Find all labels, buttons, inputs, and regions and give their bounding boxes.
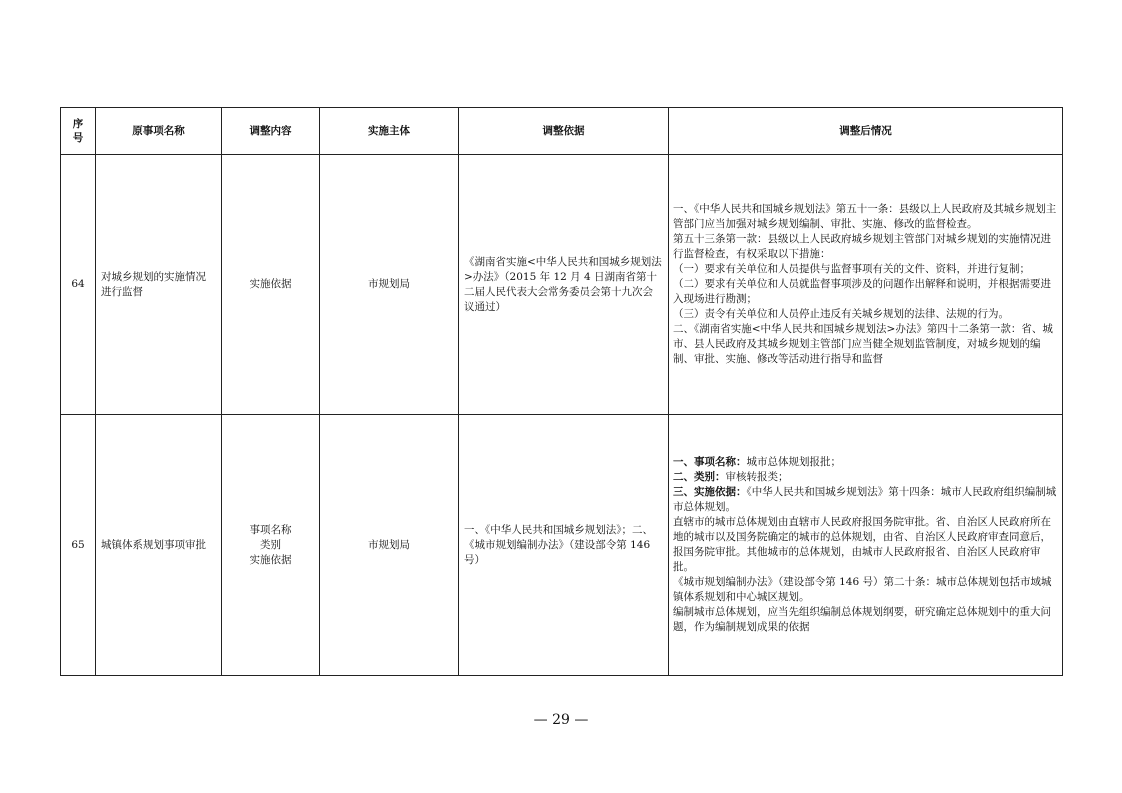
header-adjust-content: 调整内容 bbox=[222, 108, 320, 155]
adjust-content-line: 实施依据 bbox=[249, 553, 292, 566]
after-line: 一、《中华人民共和国城乡规划法》第五十一条：县级以上人民政府及其城乡规划主管部门应当加强对城乡规划编制、审批、实施、修改的监督检查。 bbox=[673, 203, 1057, 230]
after-item-label: 二、类别： bbox=[673, 471, 726, 483]
row-number: 65 bbox=[61, 415, 96, 676]
after-line: 第五十三条第一款：县级以上人民政府城乡规划主管部门对城乡规划的实施情况进行监督检查，有权采取以下措施： bbox=[673, 233, 1051, 260]
header-after: 调整后情况 bbox=[669, 108, 1063, 155]
after-item bbox=[673, 470, 1058, 485]
after-line: 《城市规划编制办法》（建设部令第 146 号）第二十条：城市总体规划包括市域城镇体系规划和中心城区规划。 bbox=[673, 576, 1052, 603]
after-line: （一）要求有关单位和人员提供与监督事项有关的文件、资料，并进行复制； bbox=[673, 263, 1030, 275]
header-row bbox=[61, 108, 1063, 155]
header-no: 序 号 bbox=[61, 108, 96, 155]
after-item-text: 审核转报类； bbox=[725, 471, 789, 483]
adjust-content-line: 事项名称 bbox=[249, 523, 292, 536]
implementer: 市规划局 bbox=[320, 415, 459, 676]
header-original-name: 原事项名称 bbox=[96, 108, 222, 155]
original-item-name: 对城乡规划的实施情况进行监督 bbox=[96, 155, 222, 415]
after-item-text: 《中华人民共和国城乡规划法》第十四条：城市人民政府组织编制城市总体规划。 bbox=[673, 486, 1057, 513]
adjust-content: 实施依据 bbox=[222, 155, 320, 415]
after-line: （二）要求有关单位和人员就监督事项涉及的问题作出解释和说明，并根据需要进入现场进行勘测； bbox=[673, 278, 1051, 305]
after-item bbox=[673, 485, 1058, 515]
adjust-basis: 一、《中华人民共和国城乡规划法》；二、《城市规划编制办法》（建设部令第 146 号） bbox=[459, 415, 669, 676]
table-row bbox=[61, 155, 1063, 415]
adjust-content-line: 类别 bbox=[260, 538, 281, 551]
adjust-content bbox=[222, 415, 320, 676]
after-line: （三）责令有关单位和人员停止违反有关城乡规划的法律、法规的行为。 bbox=[673, 308, 1009, 320]
after-item bbox=[673, 455, 1058, 470]
header-implementer: 实施主体 bbox=[320, 108, 459, 155]
implementer: 市规划局 bbox=[320, 155, 459, 415]
table-row bbox=[61, 415, 1063, 676]
adjustment-table bbox=[60, 107, 1063, 676]
page-number: — 29 — bbox=[533, 712, 589, 728]
after-line: 编制城市总体规划，应当先组织编制总体规划纲要，研究确定总体规划中的重大问题，作为编制规划成果的依据 bbox=[673, 606, 1051, 633]
document-table-container bbox=[60, 107, 1063, 676]
original-item-name: 城镇体系规划事项审批 bbox=[96, 415, 222, 676]
after-line: 二、《湖南省实施<中华人民共和国城乡规划法>办法》第四十二条第一款：省、城市、县人民政府及其城乡规划主管部门应当健全规划监管制度，对城乡规划的编制、审批、实施、修改等活动进行指导和监督 bbox=[673, 323, 1053, 365]
after-situation bbox=[669, 415, 1063, 676]
header-adjust-basis: 调整依据 bbox=[459, 108, 669, 155]
after-line: 直辖市的城市总体规划由直辖市人民政府报国务院审批。省、自治区人民政府所在地的城市以及国务院确定的城市的总体规划，由省、自治区人民政府审查同意后，报国务院审批。其他城市的总体规划，由城市人民政府报省、自治区人民政府审批。 bbox=[673, 516, 1051, 573]
after-item-label: 三、实施依据： bbox=[673, 486, 747, 498]
after-situation bbox=[669, 155, 1063, 415]
row-number: 64 bbox=[61, 155, 96, 415]
adjust-basis: 《湖南省实施<中华人民共和国城乡规划法>办法》（2015 年 12 月 4 日湖南省第十二届人民代表大会常务委员会第十九次会议通过） bbox=[459, 155, 669, 415]
after-item-text: 城市总体规划报批； bbox=[746, 456, 841, 468]
after-item-label: 一、事项名称： bbox=[673, 456, 747, 468]
